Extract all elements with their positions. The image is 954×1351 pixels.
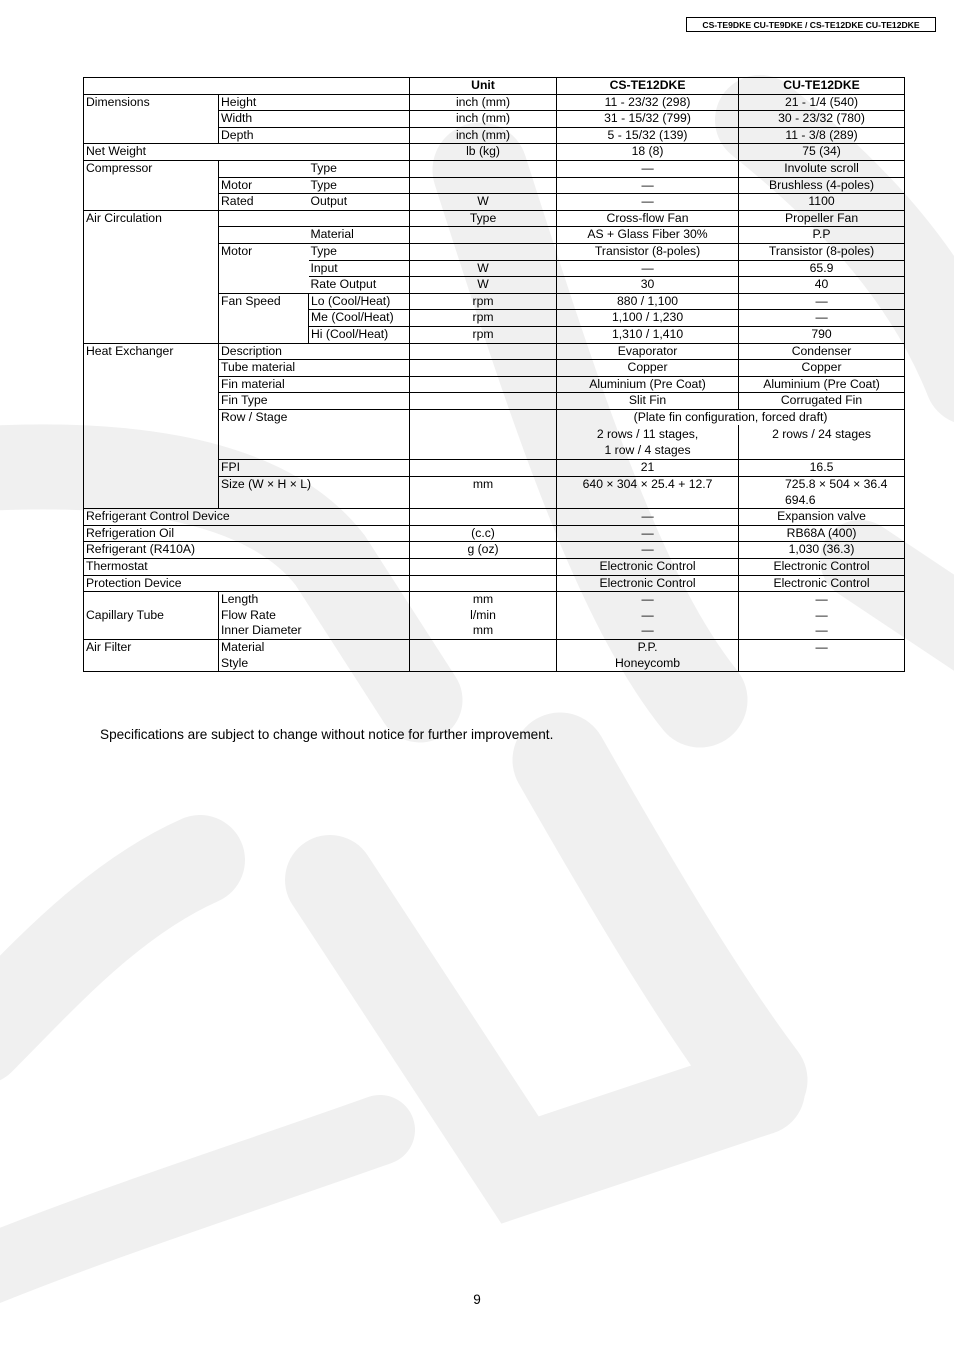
table-row — [84, 575, 905, 592]
table-cell: Material — [309, 227, 410, 244]
table-cell: Size (W × H × L) — [219, 477, 410, 509]
table-cell — [410, 376, 557, 393]
table-cell: Type — [410, 210, 557, 227]
table-row — [84, 542, 905, 559]
table-cell — [410, 393, 557, 410]
table-cell: Length Flow Rate Inner Diameter — [219, 592, 410, 640]
table-cell: Output — [309, 194, 410, 211]
table-cell: Aluminium (Pre Coat) — [739, 376, 905, 393]
table-cell — [410, 575, 557, 592]
table-cell: 1,100 / 1,230 — [557, 310, 739, 327]
table-row — [84, 559, 905, 576]
row-group-label: Heat Exchanger — [84, 343, 219, 509]
table-cell — [410, 640, 557, 672]
table-cell: — — [557, 525, 739, 542]
table-cell: inch (mm) — [410, 127, 557, 144]
table-cell — [410, 343, 557, 360]
table-cell: — — [557, 509, 739, 526]
table-cell: 30 - 23/32 (780) — [739, 111, 905, 128]
table-cell: Refrigerant Control Device — [84, 509, 410, 526]
table-cell — [410, 160, 557, 177]
table-cell: 75 (34) — [739, 144, 905, 161]
table-cell: Condenser — [739, 343, 905, 360]
table-cell: Description — [219, 343, 410, 360]
table-cell: Rated — [219, 194, 309, 211]
table-cell: — — — — [739, 592, 905, 640]
table-cell: 11 - 23/32 (298) — [557, 94, 739, 111]
table-cell: (Plate fin configuration, forced draft) — [557, 409, 905, 425]
table-cell: 640 × 304 × 25.4 + 12.7 — [557, 477, 739, 509]
table-cell: Slit Fin — [557, 393, 739, 410]
row-group-label: Air Filter — [84, 640, 219, 672]
table-cell: Hi (Cool/Heat) — [309, 326, 410, 343]
table-cell: P.P — [739, 227, 905, 244]
table-cell: Net Weight — [84, 144, 410, 161]
table-cell: W — [410, 194, 557, 211]
table-cell: Electronic Control — [557, 559, 739, 576]
table-cell: — — [557, 542, 739, 559]
specification-table — [83, 77, 905, 672]
table-row — [84, 160, 905, 177]
table-cell: Rate Output — [309, 277, 410, 294]
table-cell — [84, 78, 410, 95]
table-cell: W — [410, 277, 557, 294]
table-cell: mm l/min mm — [410, 592, 557, 640]
table-cell: — — [557, 177, 739, 194]
col-unit-header: Unit — [410, 78, 557, 95]
table-cell: Propeller Fan — [739, 210, 905, 227]
table-row — [84, 94, 905, 111]
table-cell: P.P. Honeycomb — [557, 640, 739, 672]
table-cell: 30 — [557, 277, 739, 294]
table-cell: — — [739, 310, 905, 327]
table-row — [84, 525, 905, 542]
table-cell: Cross-flow Fan — [557, 210, 739, 227]
table-cell: RB68A (400) — [739, 525, 905, 542]
table-cell — [219, 260, 309, 277]
table-cell: 5 - 15/32 (139) — [557, 127, 739, 144]
table-cell: lb (kg) — [410, 144, 557, 161]
table-cell — [219, 277, 309, 294]
table-row — [84, 343, 905, 360]
table-cell: 1,310 / 1,410 — [557, 326, 739, 343]
table-row — [84, 144, 905, 161]
table-cell: W — [410, 260, 557, 277]
table-cell: Copper — [739, 360, 905, 377]
table-cell — [410, 227, 557, 244]
table-row — [84, 592, 905, 640]
table-cell: Type — [309, 160, 410, 177]
table-cell: 31 - 15/32 (799) — [557, 111, 739, 128]
table-cell — [410, 460, 557, 477]
page-number: 9 — [473, 1292, 481, 1307]
table-cell: rpm — [410, 326, 557, 343]
table-cell: Width — [219, 111, 410, 128]
table-cell: Refrigerant (R410A) — [84, 542, 410, 559]
table-cell — [410, 360, 557, 377]
table-cell: — — [739, 640, 905, 672]
table-row — [84, 509, 905, 526]
table-cell: — — [557, 260, 739, 277]
table-cell: Lo (Cool/Heat) — [309, 293, 410, 310]
table-cell: Electronic Control — [557, 575, 739, 592]
table-cell: Refrigeration Oil — [84, 525, 410, 542]
table-cell — [410, 243, 557, 260]
table-cell: 21 — [557, 460, 739, 477]
table-cell: Type — [309, 243, 410, 260]
table-cell: 2 rows / 11 stages, 1 row / 4 stages — [557, 425, 739, 460]
table-cell: AS + Glass Fiber 30% — [557, 227, 739, 244]
table-cell — [410, 409, 557, 460]
table-cell: Fin Type — [219, 393, 410, 410]
col-indoor-header: CS-TE12DKE — [557, 78, 739, 95]
table-cell: Fin material — [219, 376, 410, 393]
col-outdoor-header: CU-TE12DKE — [739, 78, 905, 95]
table-cell: Material Style — [219, 640, 410, 672]
table-cell: Row / Stage — [219, 409, 410, 460]
table-cell: Evaporator — [557, 343, 739, 360]
table-cell: Thermostat — [84, 559, 410, 576]
table-cell: (c.c) — [410, 525, 557, 542]
table-cell: Height — [219, 94, 410, 111]
table-cell: Electronic Control — [739, 575, 905, 592]
table-cell — [219, 160, 309, 177]
table-cell: Protection Device — [84, 575, 410, 592]
table-cell: Fan Speed — [219, 293, 309, 343]
table-cell: 790 — [739, 326, 905, 343]
table-cell: 1,030 (36.3) — [739, 542, 905, 559]
table-cell: 880 / 1,100 — [557, 293, 739, 310]
table-cell: Input — [309, 260, 410, 277]
table-cell: Electronic Control — [739, 559, 905, 576]
table-cell: Transistor (8-poles) — [739, 243, 905, 260]
table-cell: g (oz) — [410, 542, 557, 559]
table-cell: Me (Cool/Heat) — [309, 310, 410, 327]
table-cell: Depth — [219, 127, 410, 144]
table-cell: rpm — [410, 310, 557, 327]
table-cell — [410, 559, 557, 576]
table-cell: — — [557, 194, 739, 211]
table-cell: mm — [410, 477, 557, 509]
table-cell: — — — — [557, 592, 739, 640]
table-cell: 21 - 1/4 (540) — [739, 94, 905, 111]
table-cell: Copper — [557, 360, 739, 377]
table-cell: Transistor (8-poles) — [557, 243, 739, 260]
table-cell: FPI — [219, 460, 410, 477]
table-header-row — [84, 78, 905, 95]
row-group-label: Compressor — [84, 160, 219, 210]
table-cell — [410, 177, 557, 194]
table-cell: rpm — [410, 293, 557, 310]
table-cell: Tube material — [219, 360, 410, 377]
table-cell: inch (mm) — [410, 111, 557, 128]
table-cell — [219, 210, 410, 227]
table-cell: — — [739, 293, 905, 310]
table-row — [84, 210, 905, 227]
table-cell: 1100 — [739, 194, 905, 211]
table-cell: Corrugated Fin — [739, 393, 905, 410]
table-cell: inch (mm) — [410, 94, 557, 111]
row-group-label: Dimensions — [84, 94, 219, 144]
table-cell: 2 rows / 24 stages — [739, 425, 905, 460]
table-cell: 725.8 × 504 × 36.4 694.6 — [739, 477, 905, 509]
row-group-label: Capillary Tube — [84, 592, 219, 640]
table-cell: Aluminium (Pre Coat) — [557, 376, 739, 393]
specification-note: Specifications are subject to change without notice for further improvement. — [100, 727, 554, 742]
table-cell: 16.5 — [739, 460, 905, 477]
table-cell: 65.9 — [739, 260, 905, 277]
model-header: CS-TE9DKE CU-TE9DKE / CS-TE12DKE CU-TE12DKE — [686, 17, 936, 32]
table-row — [84, 640, 905, 672]
table-cell: Involute scroll — [739, 160, 905, 177]
table-cell: Motor — [219, 177, 309, 194]
table-cell: Brushless (4-poles) — [739, 177, 905, 194]
table-cell: 11 - 3/8 (289) — [739, 127, 905, 144]
table-cell: 40 — [739, 277, 905, 294]
table-cell — [219, 227, 309, 244]
row-group-label: Air Circulation — [84, 210, 219, 343]
table-cell: Motor — [219, 243, 309, 260]
table-cell: Type — [309, 177, 410, 194]
table-cell: — — [557, 160, 739, 177]
table-cell — [410, 509, 557, 526]
table-cell: Expansion valve — [739, 509, 905, 526]
table-cell: 18 (8) — [557, 144, 739, 161]
